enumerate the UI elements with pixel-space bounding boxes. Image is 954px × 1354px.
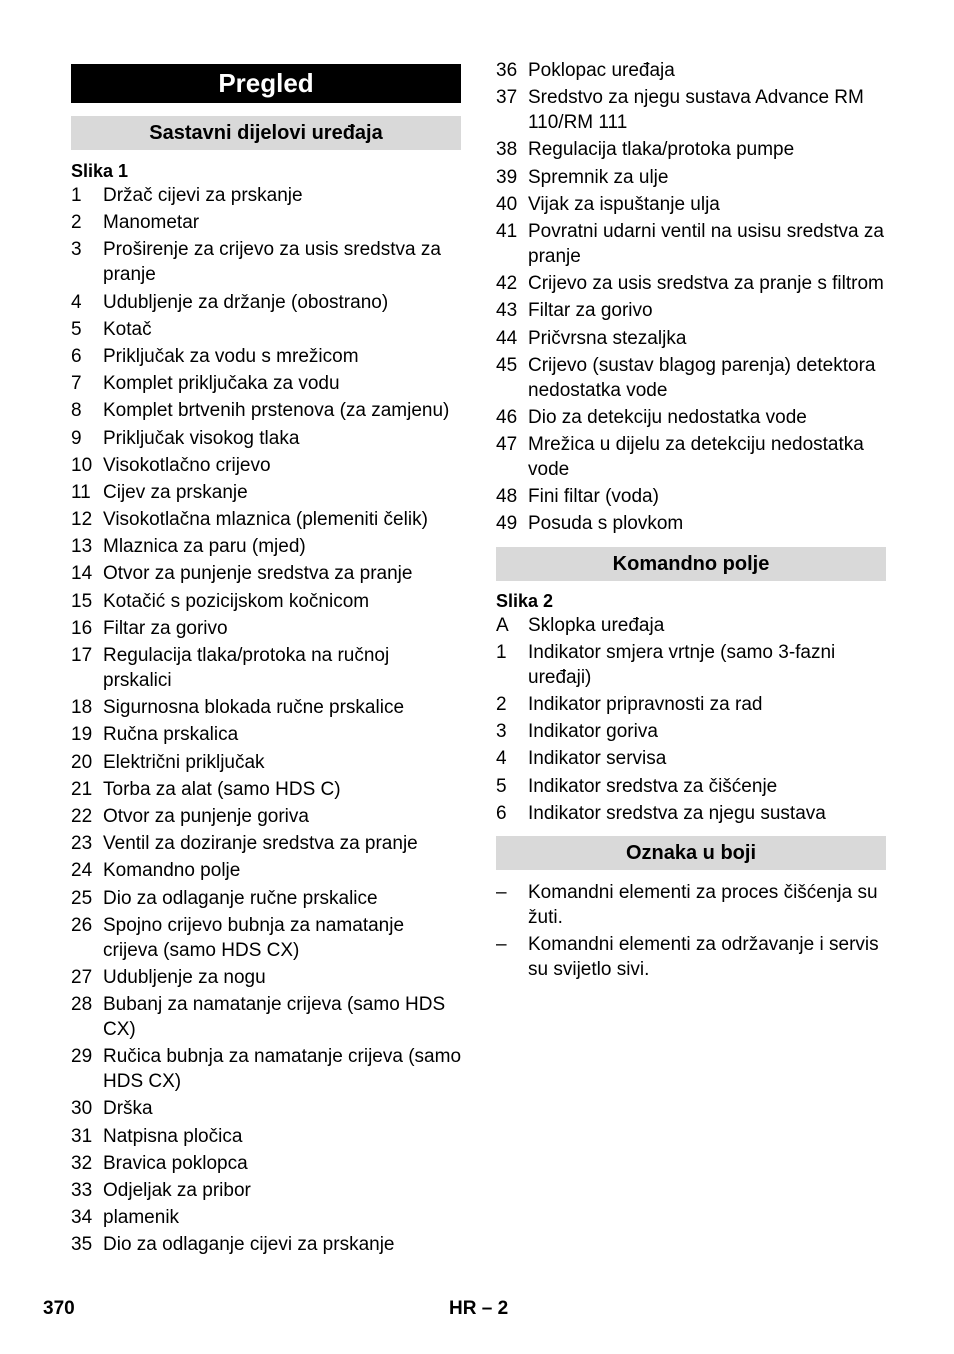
color-list-item-text: Komandni elementi za proces čišćenja su žuti. bbox=[528, 881, 878, 928]
list-item-number: 17 bbox=[71, 645, 93, 666]
list-item-text: Priključak visokog tlaka bbox=[103, 427, 300, 449]
list-item-text: Drška bbox=[103, 1098, 153, 1120]
list-item-number: 18 bbox=[71, 697, 93, 719]
list-item bbox=[496, 85, 886, 135]
list-item bbox=[71, 858, 461, 883]
list-item bbox=[71, 1096, 461, 1121]
color-list-item-number: – bbox=[496, 881, 507, 903]
list-item-text: Poklopac uređaja bbox=[528, 60, 675, 81]
list-item bbox=[71, 1044, 461, 1094]
list-item-text: Električni priključak bbox=[103, 751, 265, 773]
list-item bbox=[71, 831, 461, 856]
list-item-number: 33 bbox=[71, 1180, 93, 1201]
color-list-item bbox=[496, 880, 886, 930]
color-list-item-number: – bbox=[496, 934, 507, 956]
list-item bbox=[71, 1232, 461, 1257]
list-item-text: Torba za alat (samo HDS C) bbox=[103, 778, 341, 800]
list-item-number: 34 bbox=[71, 1207, 93, 1229]
list-item-text: Ručica bubnja za namatanje crijeva (samo HDS CX) bbox=[103, 1046, 462, 1093]
list-item-number: 39 bbox=[496, 166, 518, 188]
color-code-list bbox=[496, 880, 886, 982]
list-item-number: 14 bbox=[71, 563, 93, 585]
panel-list-item-number: 4 bbox=[496, 748, 507, 770]
component-list-right bbox=[496, 58, 886, 536]
list-item bbox=[71, 561, 461, 586]
list-item-number: 24 bbox=[71, 860, 93, 882]
list-item-text: Proširenje za crijevo za usis sredstva za pranje bbox=[103, 239, 441, 286]
list-item bbox=[71, 1124, 461, 1149]
list-item bbox=[496, 165, 886, 190]
panel-list-item bbox=[496, 719, 886, 744]
list-item-number: 5 bbox=[71, 318, 82, 340]
list-item-number: 23 bbox=[71, 833, 93, 855]
list-item bbox=[71, 1151, 461, 1176]
list-item-number: 49 bbox=[496, 513, 518, 535]
panel-list-item-text: Indikator goriva bbox=[528, 721, 658, 743]
list-item-text: Ručna prskalica bbox=[103, 724, 239, 746]
panel-list-item-number: 5 bbox=[496, 775, 507, 797]
panel-list-item-text: Sklopka uređaja bbox=[528, 614, 665, 636]
list-item-number: 10 bbox=[71, 454, 93, 476]
list-item-text: Priključak za vodu s mrežicom bbox=[103, 345, 359, 367]
list-item-number: 37 bbox=[496, 87, 518, 109]
list-item-number: 35 bbox=[71, 1234, 93, 1256]
list-item-number: 8 bbox=[71, 400, 82, 422]
list-item-text: Filtar za gorivo bbox=[528, 300, 653, 322]
page-title: Pregled bbox=[71, 64, 461, 103]
list-item bbox=[71, 616, 461, 641]
list-item bbox=[71, 913, 461, 963]
list-item-text: Visokotlačna mlaznica (plemeniti čelik) bbox=[103, 509, 428, 531]
panel-list-item-number: 3 bbox=[496, 721, 507, 743]
panel-list-item bbox=[496, 640, 886, 690]
list-item bbox=[71, 453, 461, 478]
list-item-number: 28 bbox=[71, 994, 93, 1016]
list-item-number: 44 bbox=[496, 327, 518, 349]
section-heading-color-code: Oznaka u boji bbox=[496, 836, 886, 870]
list-item-text: Crijevo (sustav blagog parenja) detektora nedostatka vode bbox=[528, 354, 876, 401]
section-heading-control-panel: Komandno polje bbox=[496, 547, 886, 581]
list-item bbox=[71, 426, 461, 451]
list-item-text: Spojno crijevo bubnja za namatanje crijeva (samo HDS CX) bbox=[103, 914, 405, 961]
panel-list-item-number: A bbox=[496, 614, 509, 636]
list-item-text: Vijak za ispuštanje ulja bbox=[528, 193, 720, 215]
right-column bbox=[496, 58, 886, 984]
list-item-number: 2 bbox=[71, 212, 82, 234]
list-item-text: Kotač bbox=[103, 318, 152, 340]
list-item-number: 43 bbox=[496, 300, 518, 322]
list-item bbox=[71, 886, 461, 911]
list-item-number: 36 bbox=[496, 60, 518, 81]
list-item bbox=[71, 344, 461, 369]
list-item-text: Regulacija tlaka/protoka na ručnoj prskalici bbox=[103, 645, 390, 691]
list-item-text: Mrežica u dijelu za detekciju nedostatka vode bbox=[528, 434, 864, 481]
list-item-number: 26 bbox=[71, 914, 93, 936]
list-item bbox=[71, 183, 461, 208]
list-item bbox=[71, 398, 461, 423]
panel-list-item-text: Indikator sredstva za čišćenje bbox=[528, 775, 778, 797]
list-item bbox=[71, 534, 461, 559]
list-item-number: 6 bbox=[71, 345, 82, 367]
list-item-number: 40 bbox=[496, 193, 518, 215]
list-item-text: Crijevo za usis sredstva za pranje s filtrom bbox=[528, 273, 884, 295]
list-item-text: Otvor za punjenje sredstva za pranje bbox=[103, 563, 413, 585]
list-item bbox=[496, 484, 886, 509]
list-item-text: Spremnik za ulje bbox=[528, 166, 669, 188]
list-item bbox=[496, 298, 886, 323]
list-item-number: 19 bbox=[71, 724, 93, 746]
list-item-number: 4 bbox=[71, 291, 82, 313]
list-item-text: Povratni udarni ventil na usisu sredstva za pranje bbox=[528, 220, 884, 267]
list-item-number: 27 bbox=[71, 966, 93, 988]
color-list-item-text: Komandni elementi za održavanje i servis su svijetlo sivi. bbox=[528, 934, 879, 981]
panel-list-item-text: Indikator sredstva za njegu sustava bbox=[528, 802, 826, 824]
list-item-text: Dio za detekciju nedostatka vode bbox=[528, 406, 807, 428]
panel-list-item-number: 6 bbox=[496, 802, 507, 824]
figure-label-1: Slika 1 bbox=[71, 161, 129, 181]
list-item bbox=[71, 589, 461, 614]
panel-list-item-text: Indikator pripravnosti za rad bbox=[528, 694, 763, 715]
list-item-number: 15 bbox=[71, 590, 93, 612]
list-item bbox=[71, 317, 461, 342]
list-item-number: 32 bbox=[71, 1152, 93, 1174]
list-item-text: Kotačić s pozicijskom kočnicom bbox=[103, 590, 370, 612]
list-item-text: Mlaznica za paru (mjed) bbox=[103, 536, 306, 558]
list-item bbox=[496, 137, 886, 162]
list-item-text: Manometar bbox=[103, 212, 200, 234]
list-item bbox=[71, 992, 461, 1042]
list-item bbox=[496, 405, 886, 430]
list-item-number: 45 bbox=[496, 354, 518, 376]
language-page-label: HR – 2 bbox=[449, 1298, 509, 1319]
list-item-text: Sigurnosna blokada ručne prskalice bbox=[103, 697, 405, 719]
list-item bbox=[496, 58, 886, 83]
list-item bbox=[71, 1205, 461, 1230]
list-item-text: Komplet brtvenih prstenova (za zamjenu) bbox=[103, 400, 450, 422]
panel-list-item-text: Indikator smjera vrtnje (samo 3-fazni uređaji) bbox=[528, 641, 836, 688]
list-item-number: 31 bbox=[71, 1125, 93, 1147]
list-item-number: 30 bbox=[71, 1098, 93, 1120]
list-item-text: Komplet priključaka za vodu bbox=[103, 373, 340, 395]
list-item bbox=[496, 432, 886, 482]
list-item bbox=[496, 511, 886, 536]
list-item-number: 21 bbox=[71, 778, 93, 800]
figure-label-2: Slika 2 bbox=[496, 590, 554, 611]
list-item-text: Dio za odlaganje cijevi za prskanje bbox=[103, 1234, 395, 1256]
section-heading-components: Sastavni dijelovi uređaja bbox=[71, 116, 461, 150]
panel-list-item bbox=[496, 613, 886, 638]
list-item bbox=[496, 326, 886, 351]
list-item bbox=[71, 371, 461, 396]
list-item-number: 1 bbox=[71, 185, 82, 206]
list-item-text: Udubljenje za nogu bbox=[103, 966, 266, 988]
panel-list-item bbox=[496, 801, 886, 826]
list-item-number: 11 bbox=[71, 481, 91, 503]
list-item-number: 47 bbox=[496, 434, 518, 456]
list-item-number: 3 bbox=[71, 239, 82, 261]
panel-list-item bbox=[496, 746, 886, 771]
list-item-number: 9 bbox=[71, 427, 82, 449]
list-item-number: 16 bbox=[71, 617, 93, 639]
list-item-text: Fini filtar (voda) bbox=[528, 486, 659, 508]
list-item bbox=[71, 804, 461, 829]
list-item bbox=[71, 643, 461, 693]
list-item-text: Dio za odlaganje ručne prskalice bbox=[103, 887, 378, 909]
list-item-number: 38 bbox=[496, 139, 518, 161]
list-item bbox=[71, 965, 461, 990]
list-item-text: Pričvrsna stezaljka bbox=[528, 327, 687, 349]
list-item-text: Regulacija tlaka/protoka pumpe bbox=[528, 139, 795, 161]
component-list-left bbox=[71, 183, 461, 1257]
list-item-number: 25 bbox=[71, 887, 93, 909]
list-item-text: Natpisna pločica bbox=[103, 1125, 243, 1147]
control-panel-list bbox=[496, 613, 886, 826]
list-item-number: 29 bbox=[71, 1046, 93, 1068]
list-item bbox=[71, 507, 461, 532]
list-item bbox=[71, 237, 461, 287]
list-item-number: 20 bbox=[71, 751, 93, 773]
color-list-item bbox=[496, 932, 886, 982]
list-item-number: 13 bbox=[71, 536, 93, 558]
list-item-number: 41 bbox=[496, 220, 518, 242]
list-item-text: Bubanj za namatanje crijeva (samo HDS CX) bbox=[103, 994, 446, 1041]
list-item-text: Odjeljak za pribor bbox=[103, 1180, 251, 1201]
list-item bbox=[71, 750, 461, 775]
list-item-text: Držač cijevi za prskanje bbox=[103, 185, 303, 206]
list-item-text: plamenik bbox=[103, 1207, 180, 1229]
list-item bbox=[71, 210, 461, 235]
left-column bbox=[71, 64, 461, 1260]
list-item-text: Ventil za doziranje sredstva za pranje bbox=[103, 833, 418, 855]
panel-list-item bbox=[496, 774, 886, 799]
list-item-number: 12 bbox=[71, 509, 93, 531]
list-item-text: Otvor za punjenje goriva bbox=[103, 805, 309, 827]
list-item-number: 42 bbox=[496, 273, 518, 295]
list-item-number: 46 bbox=[496, 406, 518, 428]
list-item-number: 7 bbox=[71, 373, 82, 395]
panel-list-item-text: Indikator servisa bbox=[528, 748, 667, 770]
list-item-text: Visokotlačno crijevo bbox=[103, 454, 271, 476]
list-item bbox=[496, 219, 886, 269]
list-item-text: Komandno polje bbox=[103, 860, 241, 882]
list-item bbox=[71, 777, 461, 802]
list-item bbox=[71, 695, 461, 720]
list-item-text: Sredstvo za njegu sustava Advance RM 110/RM 111 bbox=[528, 87, 864, 134]
list-item bbox=[71, 480, 461, 505]
page-number: 370 bbox=[43, 1298, 75, 1319]
list-item bbox=[496, 353, 886, 403]
list-item-text: Posuda s plovkom bbox=[528, 513, 684, 535]
list-item bbox=[71, 1178, 461, 1203]
panel-list-item bbox=[496, 692, 886, 717]
panel-list-item-number: 1 bbox=[496, 641, 507, 663]
list-item-number: 48 bbox=[496, 486, 518, 508]
list-item-text: Bravica poklopca bbox=[103, 1152, 248, 1174]
list-item bbox=[71, 722, 461, 747]
list-item bbox=[496, 271, 886, 296]
list-item-text: Filtar za gorivo bbox=[103, 617, 228, 639]
list-item bbox=[496, 192, 886, 217]
list-item-text: Cijev za prskanje bbox=[103, 481, 248, 503]
list-item-number: 22 bbox=[71, 805, 93, 827]
panel-list-item-number: 2 bbox=[496, 694, 507, 715]
list-item bbox=[71, 290, 461, 315]
list-item-text: Udubljenje za držanje (obostrano) bbox=[103, 291, 389, 313]
